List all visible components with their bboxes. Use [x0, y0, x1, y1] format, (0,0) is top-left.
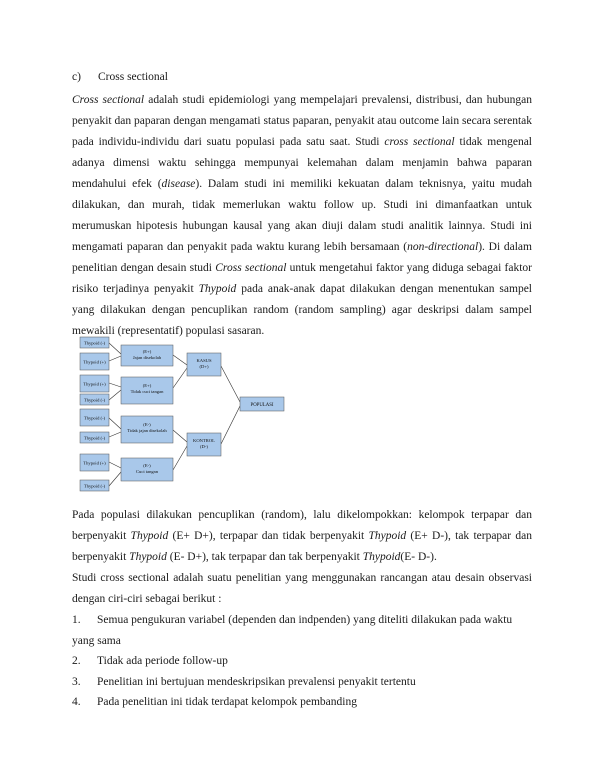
paragraph-text: ). Di dalam penelitian dengan desain studi [72, 241, 532, 274]
paragraph-text: (E+ D+), terpapar dan tidak berpenyakit [168, 530, 369, 542]
paragraph-definition [72, 90, 532, 342]
term-cross-sectional-3: Cross sectional [215, 262, 287, 274]
section-label: c) [72, 71, 81, 83]
paragraph-text: (E- D-). [400, 551, 437, 563]
list-number: 1. [72, 614, 81, 626]
list-text: Pada penelitian ini tidak terdapat kelompok pembanding [97, 696, 357, 708]
group-label: (E-) [143, 463, 151, 468]
paragraph-text: Pada populasi dilakukan pencuplikan (random), lalu dikelompokkan: kelompok terpapar dan berpenyakit [72, 509, 532, 542]
list-item [72, 610, 532, 652]
leaf-label: Thypoid (+) [83, 359, 106, 365]
population-label: POPULASI [250, 403, 274, 408]
group-label: (E-) [143, 422, 151, 427]
leaf-label: Thypoid (-) [83, 435, 106, 441]
leaf-label: Thypoid (+) [83, 460, 106, 466]
group-label: Tidak jajan disekolah [127, 428, 167, 433]
term-thypoid: Thypoid [368, 530, 407, 542]
list-number: 3. [72, 676, 81, 688]
paragraph-text: tidak mengenal adanya dimensi waktu sehingga mempunyai kelemahan dalam menjamin bahwa paparan mendahului efek ( [72, 136, 532, 190]
paragraph-text: adalah studi epidemiologi yang mempelajari prevalensi, distribusi, dan hubungan penyakit dan paparan dengan mengamati status paparan, penyakit atau outcome lain secara serentak pada individu-individu dari suatu populasi pada satu saat. Studi [72, 94, 532, 148]
group-label: (E+) [142, 383, 152, 388]
paragraph-text: (E+ D-), tak terpapar dan berpenyakit [72, 530, 532, 563]
sample-label: KONTROL [193, 438, 215, 443]
paragraph-text: ). Dalam studi ini memiliki kekuatan dalam teknisnya, yaitu mudah dilakukan, dan murah, tidak memerlukan waktu follow up. Studi ini dimanfaatkan untuk merumuskan hipotesis hubungan kausal yang akan diuji dalam studi analitik lainnya. Studi ini mengamati paparan dan penyakit pada waktu kurang lebih bersamaan ( [72, 178, 532, 253]
term-thypoid: Thypoid [130, 530, 169, 542]
leaf-label: Thypoid (+) [83, 381, 106, 387]
section-title: Cross sectional [98, 71, 168, 83]
leaf-label: Thypoid (-) [83, 483, 106, 489]
paragraph-text: untuk mengetahui faktor yang diduga sebagai faktor risiko terjadinya penyakit [72, 262, 532, 295]
sample-label: (D-) [200, 444, 208, 449]
group-label: (E+) [142, 349, 152, 354]
term-non-directional: non-directional [407, 241, 479, 253]
paragraph-characteristics-intro: Studi cross sectional adalah suatu penelitian yang menggunakan rancangan atau desain observasi dengan ciri-ciri sebagai berikut : [72, 572, 532, 605]
term-cross-sectional-2: cross sectional [384, 136, 455, 148]
sample-label: (D+) [199, 364, 209, 369]
term-disease: disease [161, 178, 196, 190]
group-label: Cuci tangan [135, 469, 159, 474]
study-design-diagram [77, 336, 317, 496]
leaf-label: Thypoid (-) [83, 340, 106, 346]
leaf-label: Thypoid (-) [83, 397, 106, 403]
list-text: Semua pengukuran variabel (dependen dan indpenden) yang diteliti dilakukan pada waktu yang sama [72, 614, 513, 647]
list-text: Tidak ada periode follow-up [97, 655, 228, 667]
list-text: Penelitian ini bertujuan mendeskripsikan prevalensi penyakit tertentu [97, 676, 416, 688]
term-thypoid: Thypoid [198, 283, 237, 295]
paragraph-grouping [72, 505, 532, 568]
term-cross-sectional: Cross sectional [72, 94, 145, 106]
sample-label: KASUS [196, 358, 212, 363]
section-heading [72, 71, 168, 83]
term-thypoid: Thypoid [129, 551, 167, 563]
paragraph-text: (E- D+), tak terpapar dan tak berpenyakit [166, 551, 363, 563]
group-label: Jajan disekolah [132, 355, 162, 360]
list-number: 4. [72, 696, 81, 708]
list-number: 2. [72, 655, 81, 667]
leaf-label: Thypoid (-) [83, 415, 106, 421]
term-thypoid: Thypoid [362, 551, 401, 563]
paragraph-text: pada anak-anak dapat dilakukan dengan menentukan sampel yang dilakukan dengan pencuplikan random (random sampling) agar deskripsi dalam sampel mewakili (representatif) populasi sasaran. [72, 283, 532, 337]
group-label: Tidak cuci tangan [130, 389, 164, 394]
